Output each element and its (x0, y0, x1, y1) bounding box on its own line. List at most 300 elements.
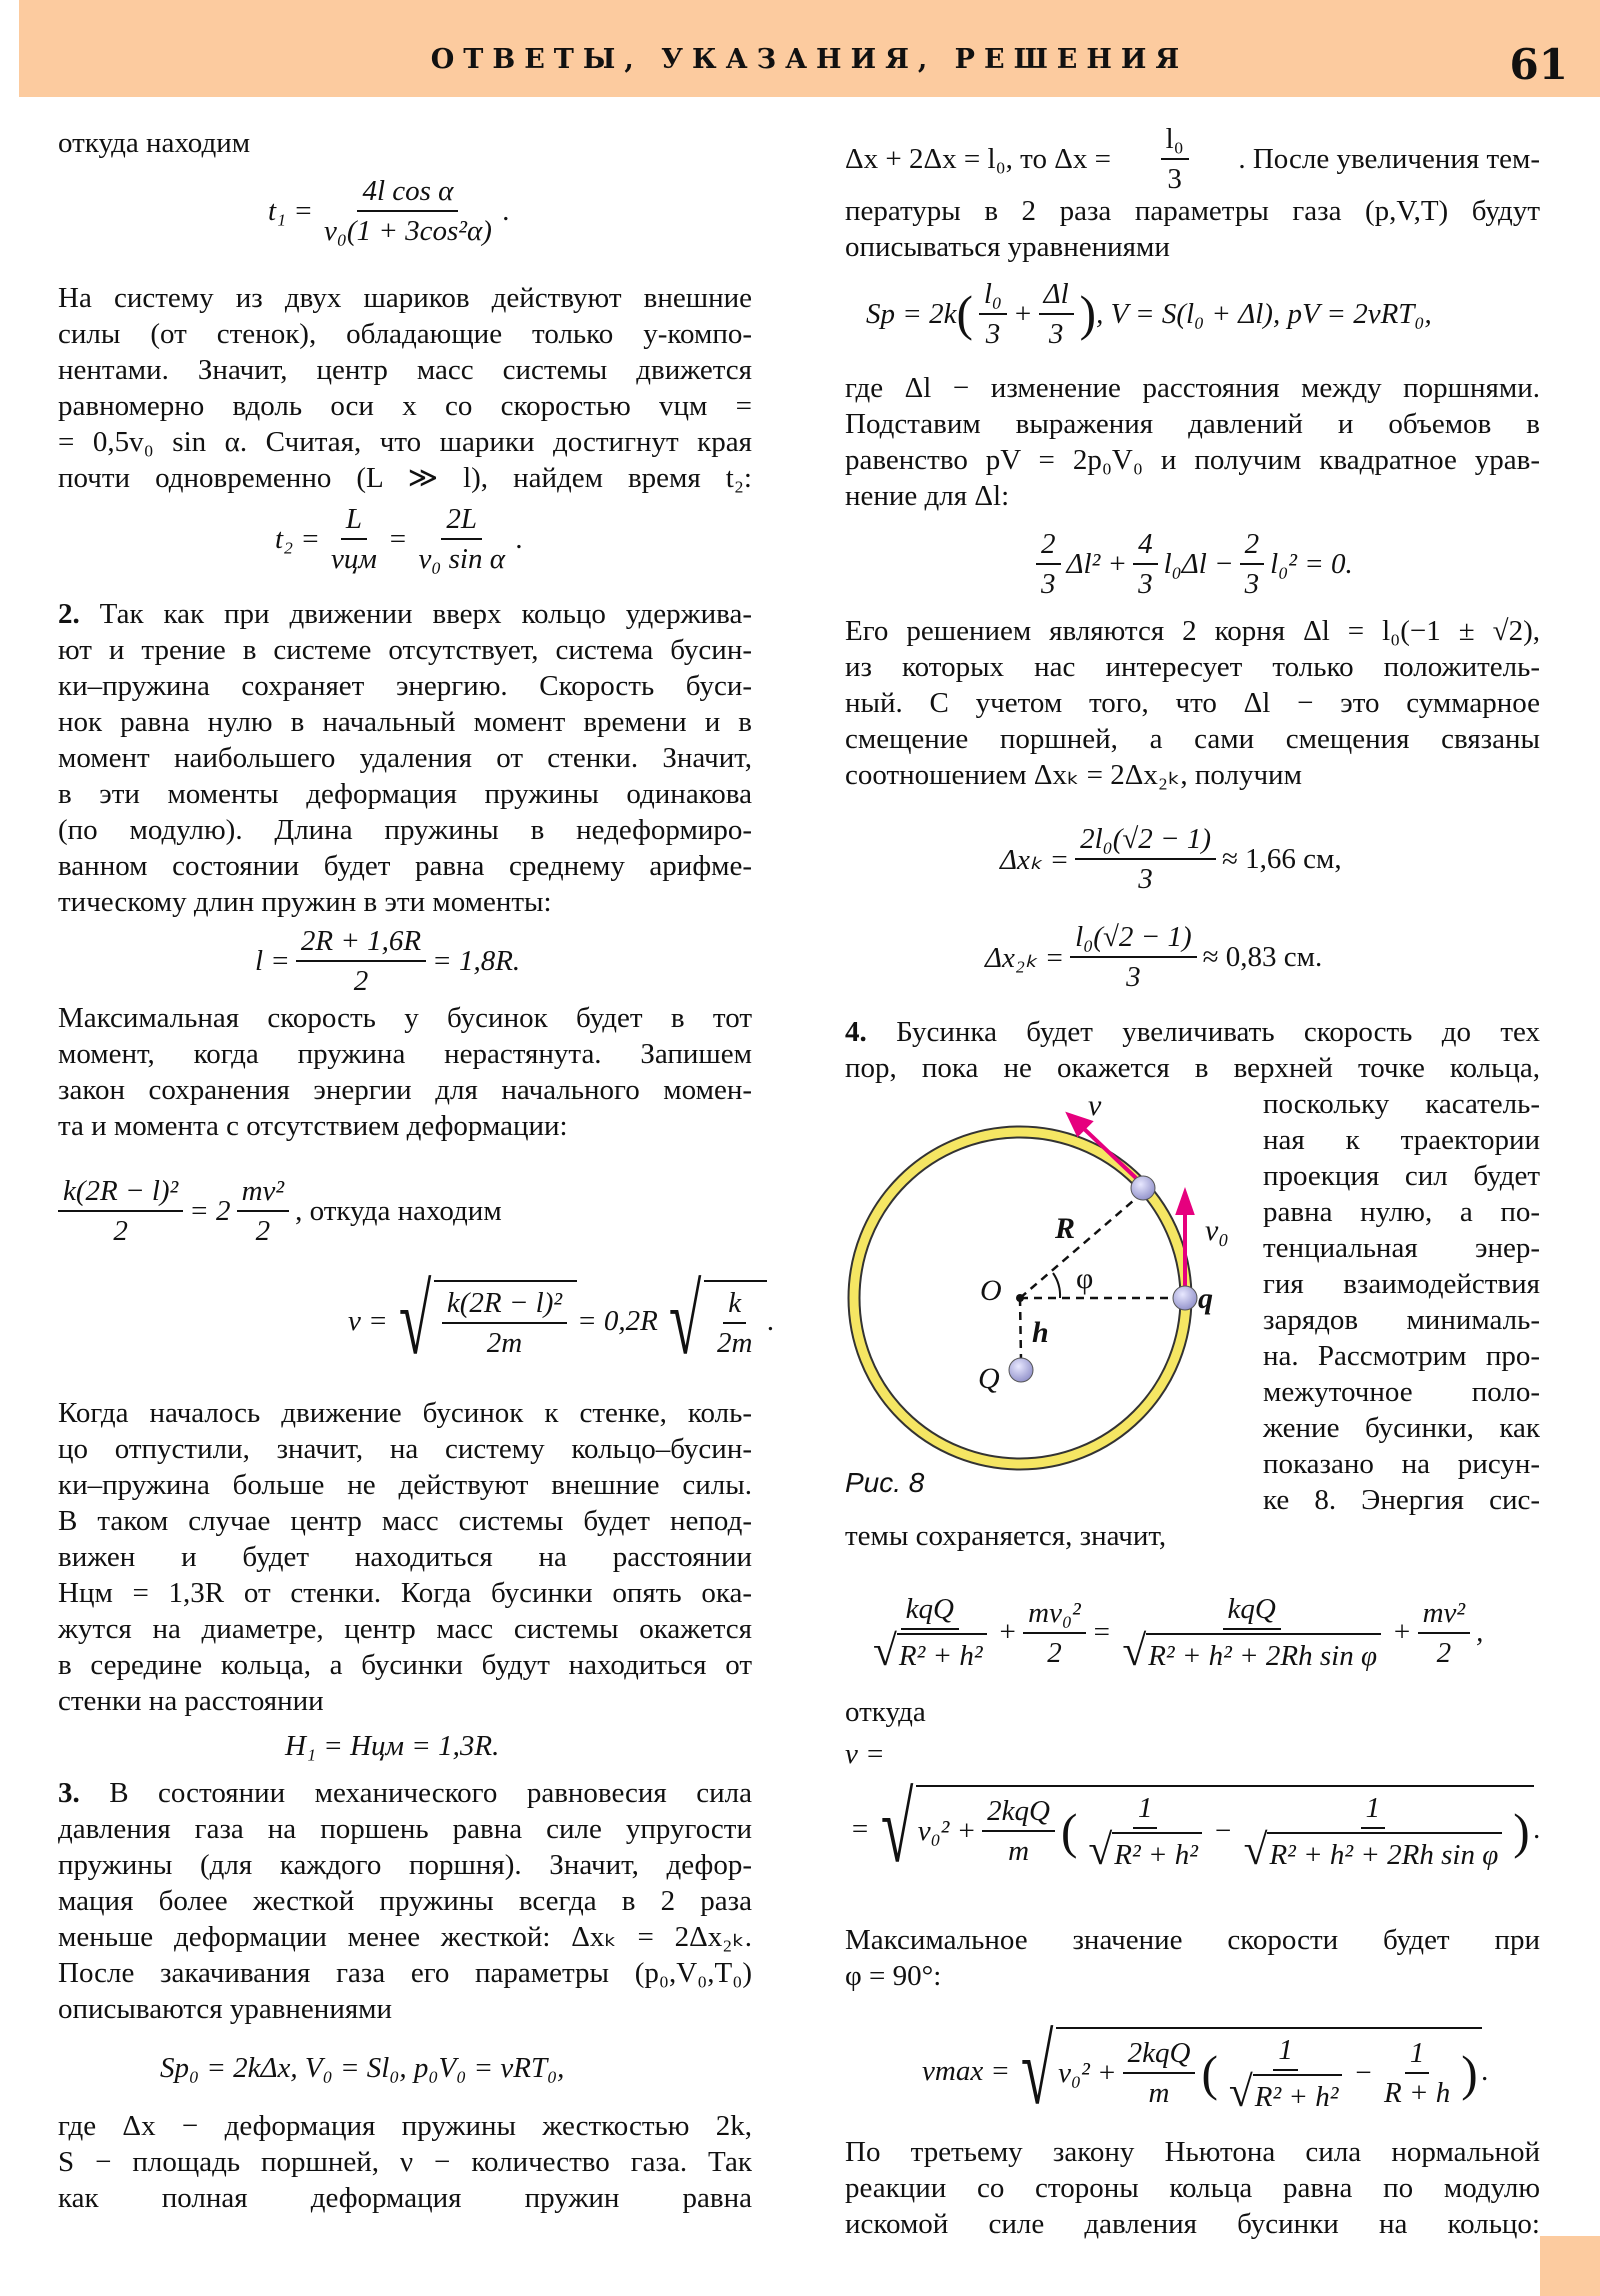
formula-part: v = (845, 1737, 885, 1770)
line-text: гия взаимодействия (1263, 1268, 1540, 1300)
text-line (58, 2108, 752, 2144)
text-line (58, 2180, 752, 2216)
formula-part: Sp = 2k (866, 297, 957, 330)
line-text: равна нулю, а по- (1263, 1196, 1540, 1228)
formula-part: ≈ 1,66 см, (1222, 842, 1342, 875)
text-line (845, 649, 1540, 685)
text-line (58, 1036, 752, 1072)
formula-part: = 0,2R (577, 1304, 658, 1337)
line-text: цо отпустили, значит, на систему кольцо–бусин- (58, 1433, 752, 1465)
text-line (58, 776, 752, 812)
text-line (58, 632, 752, 668)
formula-part: = (1091, 1616, 1112, 1648)
formula-part: . (767, 1304, 775, 1337)
fraction (1240, 525, 1265, 603)
denominator: 2m (486, 1327, 523, 1360)
formula-v (348, 1266, 775, 1375)
label-phi: φ (1076, 1262, 1094, 1295)
line-text: поскольку касатель- (1263, 1088, 1540, 1120)
line-text: φ = 90°: (845, 1960, 942, 1992)
denominator: 3 (1167, 163, 1182, 195)
text-line (1263, 1482, 1540, 1518)
line-text: S − площадь поршней, ν − количество газа. Так (58, 2146, 752, 2178)
paragraph (58, 1000, 752, 1144)
formula-part: v₀² + (917, 1814, 977, 1847)
denominator: √R² + h² (1083, 1829, 1207, 1874)
label-v: v (1088, 1089, 1102, 1122)
text-line (845, 406, 1540, 442)
formula-part: v = (348, 1304, 388, 1337)
charge-Q (1009, 1358, 1033, 1382)
paragraph (845, 2134, 1540, 2242)
line-text: Максимальная скорость у бусинок будет в тот (58, 1002, 752, 1034)
line-text: В состоянии механического равновесия сила (79, 1777, 752, 1809)
line-text: ный. С учетом того, что Δl − это суммарное (845, 687, 1540, 719)
numerator: l₀ (1161, 120, 1189, 160)
text-line (845, 229, 1540, 265)
formula-dx2k (985, 918, 1322, 996)
denominator: m (1008, 1835, 1030, 1868)
fraction (1379, 2034, 1455, 2112)
paragraph (58, 2108, 752, 2216)
line-text: Hцм = 1,3R от стенки. Когда бусинки опять ока- (58, 1577, 752, 1609)
item-number: 4. (845, 1016, 867, 1048)
text-line (58, 1467, 752, 1503)
formula-vmax (922, 2016, 1489, 2125)
line-text: равенство pV = 2p₀V₀ и получим квадратное урав- (845, 444, 1540, 476)
line-text: как полная деформация пружин равна (58, 2182, 752, 2214)
formula-part: − (1353, 2056, 1373, 2089)
line-text: меньше деформации менее жесткой: Δxₖ = 2Δx₂ₖ. (58, 1921, 752, 1953)
numerator: 4l cos α (357, 172, 458, 212)
radicand: R² + h² (1112, 1832, 1202, 1874)
line-text: момент наибольшего удаления от стенки. Значит, (58, 742, 752, 774)
line-text: (по модулю). Длина пружины в недеформиро- (58, 814, 752, 846)
line-text: Подставим выражения давлений и объемов в (845, 408, 1540, 440)
text: Δx + 2Δx = l₀, то Δx = (845, 142, 1111, 175)
sqrt-sign: √ (880, 1774, 913, 1883)
denominator: 2 (255, 1215, 271, 1247)
paragraph (58, 280, 752, 496)
line-text: где Δl − изменение расстояния между поршнями. (845, 372, 1540, 404)
text-line (845, 1694, 1540, 1730)
denominator: 3 (1126, 961, 1141, 993)
formula-part: v₀² + (1058, 2056, 1117, 2089)
formula-l (255, 922, 520, 1000)
fraction (326, 500, 382, 578)
text-line (58, 812, 752, 848)
denominator: 2 (353, 965, 369, 997)
text-line (58, 352, 752, 388)
denominator: 2 (1047, 1636, 1062, 1669)
line-text: откуда (845, 1696, 926, 1728)
text-line (58, 1683, 752, 1719)
line-text: ют и трение в системе отсутствует, система бусин- (58, 634, 752, 666)
fraction (1133, 525, 1158, 603)
text-line (58, 424, 752, 460)
text-line (58, 1539, 752, 1575)
fraction (296, 922, 426, 1000)
text-line (58, 596, 752, 632)
line-text: тическому длин пружин в эти моменты: (58, 886, 552, 918)
line-text: искомой силе давления бусинки на кольцо: (845, 2208, 1540, 2240)
formula-v-full (850, 1774, 1541, 1883)
radicand: v₀² + $\frac{\text{2kqQ}}{m}$ ( $\frac{1}{\text{√R² + h²}}$ − $\frac{1}{R + h}$ ) (1056, 2027, 1482, 2116)
radicand: R² + h² (897, 1633, 987, 1675)
fraction (1083, 1789, 1207, 1874)
paragraph-2 (58, 596, 752, 920)
denominator: 3 (1138, 863, 1153, 895)
formula-part: t₁ = (268, 194, 313, 227)
paragraph (845, 1922, 1540, 1994)
text-line (845, 478, 1540, 514)
formula-part: . (1533, 1812, 1541, 1845)
denominator: m (1148, 2077, 1170, 2110)
text-line (845, 370, 1540, 406)
fraction (237, 1172, 290, 1250)
fraction (1117, 1590, 1386, 1675)
text-line (58, 1647, 752, 1683)
inline-line (845, 120, 1540, 198)
text-line (58, 1811, 752, 1847)
text-line (1263, 1446, 1540, 1482)
formula-part: Δl² + (1066, 547, 1128, 580)
numerator: kqQ (901, 1590, 959, 1630)
line-text: Его решением являются 2 корня Δl = l₀(−1 ± √2), (845, 615, 1540, 647)
denominator: 3 (1138, 568, 1153, 600)
numerator: l₀(√2 − 1) (1070, 918, 1196, 958)
line-text: жутся на диаметре, центр масс системы окажется (58, 1613, 752, 1645)
paragraph (58, 1395, 752, 1719)
numerator: 4 (1133, 525, 1158, 565)
line-text: межуточное поло- (1263, 1376, 1540, 1408)
formula-part: ≈ 0,83 см. (1202, 940, 1323, 973)
formula-part: . (1481, 2054, 1489, 2087)
corner-tab (1540, 2236, 1600, 2296)
text-line (58, 280, 752, 316)
denominator: √R² + h² + 2Rh sin φ (1117, 1630, 1386, 1675)
formula-part: H₁ = Hцм = 1,3R. (285, 1729, 500, 1762)
bead-moving (1131, 1176, 1155, 1200)
side-paragraph (1263, 1086, 1540, 1518)
text-line (58, 1847, 752, 1883)
radicand: v₀² + $\frac{\text{2kqQ}}{m}$ ( $\frac{1}{\text{√R² + h²}}$ − $\frac{1}{\text{√R² + h² + 2Rh sin φ}}$ ) (916, 1785, 1534, 1874)
formula-part: + (1392, 1616, 1412, 1648)
formula-part: l₀Δl − (1163, 547, 1234, 580)
formula-part: l₀² = 0. (1270, 547, 1353, 580)
fraction (979, 275, 1007, 353)
formula-H1 (285, 1728, 499, 1764)
fraction (1239, 1789, 1508, 1874)
line-text: реакции со стороны кольца равна по модулю (845, 2172, 1540, 2204)
formula-part: − (1212, 1814, 1233, 1847)
numerator: 2 (1036, 525, 1061, 565)
radicand (704, 1280, 767, 1362)
text-line (58, 460, 752, 496)
formula-energy-charges (862, 1590, 1483, 1675)
line-text: на. Рассмотрим про- (1263, 1340, 1540, 1372)
numerator: 1 (1361, 1789, 1386, 1829)
fraction (1224, 2031, 1348, 2116)
page-header (19, 0, 1600, 97)
numerator: mv² (1418, 1594, 1471, 1634)
numerator: Δl (1039, 275, 1074, 315)
numerator: 1 (1273, 2031, 1298, 2071)
denominator: v₀ sin α (418, 543, 505, 575)
formula-part: t₂ = (275, 522, 320, 555)
denominator: 3 (985, 318, 1001, 350)
fraction (319, 172, 497, 250)
line-text: стенки на расстоянии (58, 1685, 324, 1717)
formula-Sp: Sp = 2k ( $\frac{\text{l₀}}{3}$ + $\frac{\Delta l}{3}$ ) , V = S(l₀ + Δl), pV = 2νRT₀, (866, 275, 1432, 353)
numerator: 1 (1133, 1789, 1158, 1829)
fraction (1075, 820, 1216, 898)
label-h: h (1032, 1316, 1049, 1349)
formula-part: Δx₂ₖ = (985, 941, 1065, 974)
denominator: √R² + h² (1224, 2071, 1348, 2116)
formula-part: , V = S(l₀ + Δl), pV = 2νRT₀, (1096, 297, 1432, 330)
radicand (434, 1280, 577, 1362)
formula-part: + (997, 1616, 1018, 1648)
denominator: 2 (1436, 1636, 1452, 1669)
line-text: темы сохраняется, значит, (845, 1520, 1167, 1552)
text-line (845, 1958, 1540, 1994)
text-line (1263, 1086, 1540, 1122)
numerator: kqQ (1223, 1590, 1281, 1630)
line-text: Когда началось движение бусинок к стенке, коль- (58, 1397, 752, 1429)
line-text: ки–пружина больше не действуют внешние силы. (58, 1469, 752, 1501)
line-text: Максимальное значение скорости будет при (845, 1924, 1540, 1956)
line-text: Бусинка будет увеличивать скорость до тех (866, 1016, 1540, 1048)
text-line (58, 125, 752, 161)
formula-part: vmax = (922, 2054, 1011, 2087)
sqrt-sign: √ (398, 1266, 432, 1375)
formula-part: l = (255, 944, 290, 977)
line-text: силы (от стенок), обладающие только y-компо- (58, 318, 752, 350)
text-line (1263, 1302, 1540, 1338)
arrowhead-icon (1178, 1193, 1192, 1213)
fraction (982, 1792, 1055, 1870)
text-line (1263, 1230, 1540, 1266)
numerator: 2L (441, 500, 482, 540)
formula-energy (58, 1172, 502, 1250)
denominator: 2 (113, 1215, 128, 1247)
numerator: k(2R − l)² (442, 1284, 567, 1324)
numerator: 2R + 1,6R (296, 922, 426, 962)
text-line (845, 613, 1540, 649)
text-line (58, 1503, 752, 1539)
line-text: На систему из двух шариков действуют внешние (58, 282, 752, 314)
text-line (58, 1775, 752, 1811)
numerator: 2l₀(√2 − 1) (1075, 820, 1216, 860)
line-text: нентами. Значит, центр масс системы движется (58, 354, 752, 386)
line-text: в середине кольца, а бусинки будут находиться от (58, 1649, 752, 1681)
line-text: ке 8. Энергия сис- (1263, 1484, 1540, 1516)
paragraph (845, 1518, 1540, 1554)
line-text: По третьему закону Ньютона сила нормальной (845, 2136, 1540, 2168)
text-line (58, 1000, 752, 1036)
text-line (58, 848, 752, 884)
text-line (845, 1014, 1540, 1050)
fraction (1161, 120, 1189, 198)
formula-part: , откуда находим (295, 1194, 502, 1227)
radicand: R² + h² + 2Rh sin φ (1267, 1832, 1502, 1874)
angle-arc (1053, 1273, 1060, 1298)
text-line (58, 884, 752, 920)
text-line (58, 1611, 752, 1647)
numerator: 1 (1405, 2034, 1430, 2074)
text-line (58, 1919, 752, 1955)
text-line (1263, 1194, 1540, 1230)
center-point (1016, 1294, 1024, 1302)
fraction (58, 1172, 183, 1250)
denominator: 2m (716, 1327, 753, 1360)
text-line (1263, 1158, 1540, 1194)
line-text: где Δx − деформация пружины жесткостью 2k, (58, 2110, 752, 2142)
formula-part: , (1476, 1616, 1484, 1648)
line-text: нение для Δl: (845, 480, 1010, 512)
line-text: ванном состоянии будет равна среднему арифме- (58, 850, 752, 882)
figure-caption: Рис. 8 (845, 1467, 925, 1498)
line-text: откуда находим (58, 127, 251, 159)
numerator: l₀ (979, 275, 1007, 315)
item-number: 3. (58, 1777, 80, 1809)
line-text: соотношением Δxₖ = 2Δx₂ₖ, получим (845, 759, 1302, 791)
line-text: жение бусинки, как (1263, 1412, 1540, 1444)
text-line (58, 1395, 752, 1431)
formula-quadratic (1030, 525, 1353, 603)
line-text: вижен и будет находиться на расстоянии (58, 1541, 752, 1573)
formula-part: = 2 (189, 1194, 231, 1227)
denominator: vцм (330, 543, 377, 575)
line-text: тенциальная энер- (1263, 1232, 1540, 1264)
text-line (845, 2134, 1540, 2170)
paragraph (58, 125, 752, 161)
denominator: √R² + h² + 2Rh sin φ (1239, 1829, 1508, 1874)
line-text: проекция сил будет (1263, 1160, 1540, 1192)
text-line (845, 442, 1540, 478)
line-text: ная к траектории (1263, 1124, 1540, 1156)
text-line (58, 316, 752, 352)
paragraph (845, 193, 1540, 265)
formula-t2 (275, 500, 523, 578)
formula-t1 (268, 172, 510, 250)
text-line (58, 1991, 752, 2027)
text-line (845, 1922, 1540, 1958)
formula-part: = (387, 522, 408, 555)
text-line (58, 740, 752, 776)
line-text: равномерно вдоль оси x со скоростью vцм = (58, 390, 752, 422)
formula-part: Δxₖ = (1000, 843, 1070, 876)
formula-part: . (515, 522, 524, 555)
line-text: смещение поршней, а сами смещения связаны (845, 723, 1540, 755)
fraction (1070, 918, 1196, 996)
denominator: R + h (1384, 2077, 1451, 2110)
text-line (58, 388, 752, 424)
denominator: 3 (1041, 568, 1056, 600)
numerator: L (341, 500, 367, 540)
text-line (845, 2170, 1540, 2206)
formula-part: = 1,8R. (432, 944, 521, 977)
line-text: мация более жесткой пружины всегда в 2 раза (58, 1885, 752, 1917)
numerator: 2kqQ (1123, 2034, 1196, 2074)
fraction (1123, 2034, 1196, 2112)
line-text: момент, когда пружина нерастянута. Запишем (58, 1038, 752, 1070)
radicand: R² + h² + 2Rh sin φ (1146, 1633, 1381, 1675)
line-text: После закачивания газа его параметры (p₀,V₀,T₀) (58, 1957, 752, 1989)
line-text: описываться уравнениями (845, 231, 1170, 263)
line-text: закон сохранения энергии для начального момен- (58, 1074, 752, 1106)
numerator: mv₀² (1023, 1594, 1086, 1634)
text: . После увеличения тем- (1238, 142, 1540, 175)
text-line (845, 193, 1540, 229)
line-text: В таком случае центр масс системы будет непод- (58, 1505, 752, 1537)
sqrt-sign: √ (1020, 2016, 1054, 2125)
fraction (1418, 1594, 1471, 1672)
label-Q: Q (978, 1362, 1000, 1395)
text-line (58, 1955, 752, 1991)
label-q: q (1198, 1282, 1213, 1315)
line-text: описываются уравнениями (58, 1993, 393, 2025)
numerator: mv² (237, 1172, 290, 1212)
text-line (845, 757, 1540, 793)
denominator: 3 (1048, 318, 1064, 350)
line-text: та и момента с отсутствием деформации: (58, 1110, 568, 1142)
numerator: k(2R − l)² (58, 1172, 183, 1212)
text-line (845, 1518, 1540, 1554)
text-line (58, 1575, 752, 1611)
text-line (58, 704, 752, 740)
line-text: Так как при движении вверх кольцо удержива- (79, 598, 752, 630)
label-R: R (1055, 1212, 1076, 1245)
paragraph-3 (58, 1775, 752, 2027)
fraction (712, 1284, 757, 1362)
text-line (58, 1072, 752, 1108)
line-text: нок равна нулю в начальный момент времени и в (58, 706, 752, 738)
page-number: 61 (1509, 40, 1568, 89)
line-text: пературы в 2 раза параметры газа (p,V,T) будут (845, 195, 1540, 227)
formula-part: = (850, 1812, 870, 1845)
text-line (1263, 1122, 1540, 1158)
text-line (58, 2144, 752, 2180)
text-line (58, 1883, 752, 1919)
running-title: ОТВЕТЫ, УКАЗАНИЯ, РЕШЕНИЯ (430, 44, 1189, 75)
numerator: k (723, 1284, 746, 1324)
line-text: почти одновременно (L ≫ l), найдем время t₂: (58, 462, 752, 494)
fraction (413, 500, 510, 578)
label-v0: v₀ (1205, 1214, 1229, 1247)
line-text: = 0,5v₀ sin α. Считая, что шарики достигнут края (58, 426, 752, 458)
formula-dxk (1000, 820, 1342, 898)
text-line (1263, 1338, 1540, 1374)
fraction (868, 1590, 992, 1675)
numerator: 2kqQ (982, 1792, 1055, 1832)
formula-part: . (502, 194, 511, 227)
formula-v-lhs (845, 1736, 885, 1772)
line-text: пружины (для каждого поршня). Значит, дефор- (58, 1849, 752, 1881)
line-text: в эти моменты деформация пружины одинакова (58, 778, 752, 810)
line-text: показано на рисун- (1263, 1448, 1540, 1480)
formula-Sp0 (160, 2050, 564, 2086)
text-line (58, 1108, 752, 1144)
paragraph (845, 1694, 1540, 1730)
text-line (845, 2206, 1540, 2242)
line-text: ки–пружина сохраняет энергию. Скорость буси- (58, 670, 752, 702)
radicand: R² + h² (1253, 2074, 1343, 2116)
label-O: O (980, 1274, 1002, 1307)
text-line (845, 685, 1540, 721)
formula-part: Sp₀ = 2kΔx, V₀ = Sl₀, p₀V₀ = νRT₀, (160, 2051, 565, 2084)
